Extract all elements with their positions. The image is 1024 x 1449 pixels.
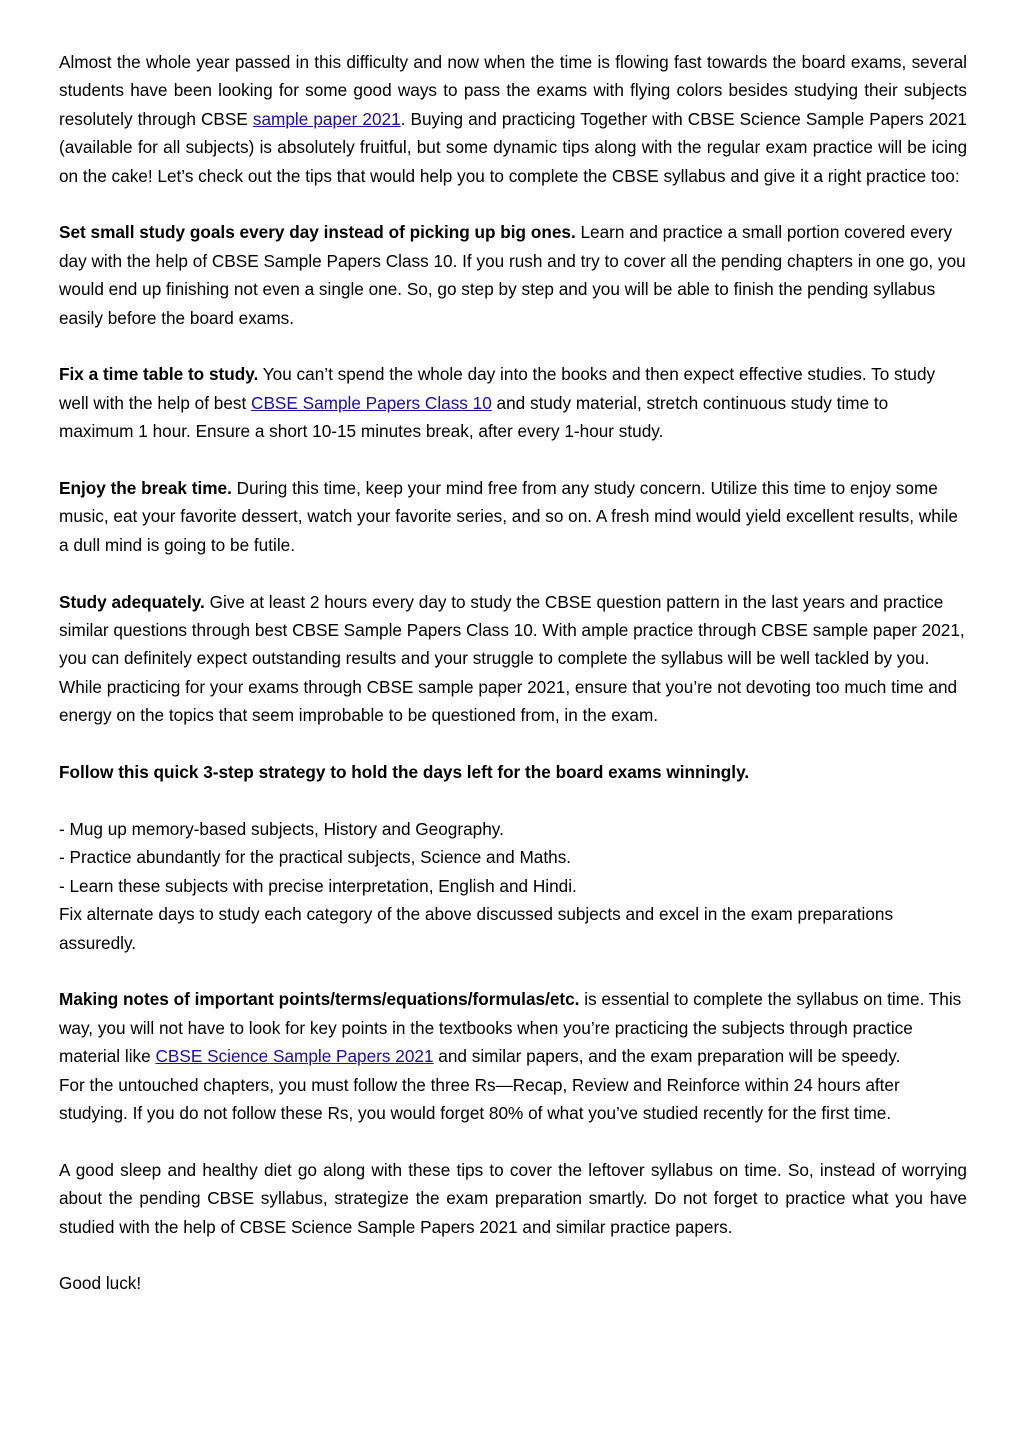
tip-adequate-body: Give at least 2 hours every day to study the CBSE question pattern in the last years and practice similar questions through best CBSE Sample Papers Class 10. With ample practice through CBSE sample paper 2021, you can definitely expect outstanding results and your struggle to complete the syllabus will be well tackled by you. While practicing for your exams through CBSE sample paper 2021, ensure that you’re not devoting too much time and energy on the topics that seem improbable to be questioned from, in the exam.	[59, 591, 965, 726]
conclusion-paragraph: A good sleep and healthy diet go along with these tips to cover the leftover syllabus on time. So, instead of worrying about the pending CBSE syllabus, strategize the exam preparation smartly. Do not forget to practice what you have studied with the help of CBSE Science Sample Papers 2021 and similar practice papers.	[59, 1159, 967, 1237]
tip-adequate-paragraph	[59, 588, 967, 730]
tip-notes-followup: For the untouched chapters, you must follow the three Rs—Recap, Review and Reinforce within 24 hours after studying. If you do not follow these Rs, you would forget 80% of what you’ve studied recently for the first time.	[59, 1074, 900, 1123]
intro-text-2: . Buying and practicing Together with CBSE Science Sample Papers 2021 (available for all subjects) is absolutely fruitful, but some dynamic tips along with the regular exam practice will be icing on the cake! Let’s check out the tips that would help you to complete the CBSE syllabus and give it a right practice too:	[59, 108, 967, 186]
document-page	[59, 48, 967, 1326]
tip-break-paragraph	[59, 474, 967, 559]
tip-timetable-text-2: and study material, stretch continuous study time to maximum 1 hour. Ensure a short 10-15 minutes break, after every 1-hour study.	[59, 392, 889, 442]
strategy-step: - Mug up memory-based subjects, History and Geography.	[59, 818, 504, 839]
tip-adequate-heading: Study adequately.	[59, 591, 205, 612]
strategy-closing: Fix alternate days to study each category of the above discussed subjects and excel in the exam preparations assuredly.	[59, 904, 894, 953]
tip-timetable-paragraph	[59, 360, 967, 445]
strategy-heading: Follow this quick 3-step strategy to hold the days left for the board exams winningly.	[59, 762, 750, 783]
intro-text-1: Almost the whole year passed in this difficulty and now when the time is flowing fast towards the board exams, several students have been looking for some good ways to pass the exams with flying colors besides studying their subjects resolutely through CBSE	[59, 52, 967, 129]
tip-timetable-heading: Fix a time table to study.	[59, 364, 259, 385]
cbse-science-sample-papers-2021-link[interactable]: CBSE Science Sample Papers 2021	[155, 1046, 434, 1067]
tip-goals-body: Learn and practice a small portion covered every day with the help of CBSE Sample Papers Class 10. If you rush and try to cover all the pending chapters in one go, you would end up finishing not even a single one. So, go step by step and you will be able to finish the pending syllabus easily before the board exams.	[59, 222, 966, 328]
tip-break-heading: Enjoy the break time.	[59, 478, 232, 499]
strategy-step: - Learn these subjects with precise interpretation, English and Hindi.	[59, 875, 577, 896]
sample-paper-2021-link[interactable]: sample paper 2021	[252, 108, 401, 129]
cbse-sample-papers-class-10-link[interactable]: CBSE Sample Papers Class 10	[251, 392, 492, 413]
tip-goals-paragraph	[59, 218, 967, 332]
tip-timetable-text-1: You can’t spend the whole day into the books and then expect effective studies. To study well with the help of best	[59, 364, 936, 413]
tip-notes-text-2: and similar papers, and the exam preparation will be speedy.	[433, 1046, 901, 1067]
tip-notes-heading: Making notes of important points/terms/equations/formulas/etc.	[59, 989, 580, 1010]
signoff: Good luck!	[59, 1273, 142, 1294]
strategy-heading-paragraph	[59, 758, 967, 786]
intro-paragraph	[59, 48, 967, 190]
tip-notes-text-1: is essential to complete the syllabus on time. This way, you will not have to look for key points in the textbooks when you’re practicing the subjects through practice material like	[59, 989, 962, 1067]
strategy-step: - Practice abundantly for the practical subjects, Science and Maths.	[59, 847, 572, 868]
tip-notes-paragraph	[59, 985, 967, 1070]
tip-break-body: During this time, keep your mind free from any study concern. Utilize this time to enjoy some music, eat your favorite dessert, watch your favorite series, and so on. A fresh mind would yield excellent results, while a dull mind is going to be futile.	[59, 478, 958, 555]
tip-goals-heading: Set small study goals every day instead of picking up big ones.	[59, 222, 576, 243]
